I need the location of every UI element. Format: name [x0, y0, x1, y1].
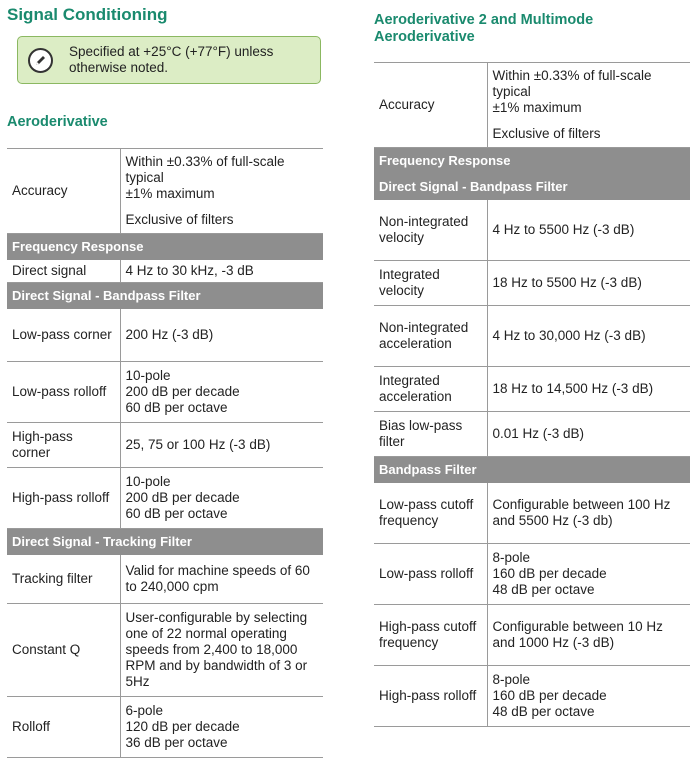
section-header: Direct Signal - Tracking Filter — [7, 529, 323, 556]
table-row — [7, 260, 323, 283]
row-value: 4 Hz to 30,000 Hz (-3 dB) — [487, 306, 690, 367]
row-value: 0.01 Hz (-3 dB) — [487, 412, 690, 457]
table-row — [7, 362, 323, 423]
table-row — [7, 468, 323, 529]
table-row — [7, 555, 323, 604]
row-label: Bias low-pass filter — [374, 412, 487, 457]
table-row — [374, 544, 690, 605]
table-row — [374, 666, 690, 727]
table-row — [7, 423, 323, 468]
row-value: 18 Hz to 14,500 Hz (-3 dB) — [487, 367, 690, 412]
section-heading-aeroderivative: Aeroderivative — [7, 114, 108, 130]
table-row — [374, 412, 690, 457]
table-row — [374, 261, 690, 306]
row-value: 10-pole 200 dB per decade 60 dB per octave — [120, 468, 323, 529]
row-label: Low-pass corner — [7, 309, 120, 362]
row-label: High-pass cutoff frequency — [374, 605, 487, 666]
row-value: 18 Hz to 5500 Hz (-3 dB) — [487, 261, 690, 306]
section-header: Frequency Response — [7, 234, 323, 261]
row-label: Low-pass rolloff — [374, 544, 487, 605]
row-label: Constant Q — [7, 604, 120, 697]
table-row — [7, 697, 323, 758]
page-title: Signal Conditioning — [7, 5, 168, 24]
left-column — [7, 0, 323, 758]
row-value: Configurable between 10 Hz and 1000 Hz (-3 dB) — [487, 605, 690, 666]
table-row — [374, 200, 690, 261]
row-value: User-configurable by selecting one of 22 normal operating speeds from 2,400 to 18,000 RPM and by bandwidth of 3 or 5Hz — [120, 604, 323, 697]
row-label: Accuracy — [7, 149, 120, 234]
row-label: Rolloff — [7, 697, 120, 758]
table-row — [374, 306, 690, 367]
row-value: 8-pole 160 dB per decade 48 dB per octave — [487, 666, 690, 727]
row-label: Low-pass cutoff frequency — [374, 483, 487, 544]
table-row — [374, 63, 690, 148]
table-row — [374, 367, 690, 412]
row-label: Integrated acceleration — [374, 367, 487, 412]
row-value: 6-pole 120 dB per decade 36 dB per octave — [120, 697, 323, 758]
section-header: Direct Signal - Bandpass Filter — [7, 283, 323, 310]
row-value: 25, 75 or 100 Hz (-3 dB) — [120, 423, 323, 468]
row-value: 4 Hz to 5500 Hz (-3 dB) — [487, 200, 690, 261]
section-heading-aeroderivative-2: Aeroderivative 2 and Multimode Aeroderivative — [374, 12, 594, 45]
row-label: Direct signal — [7, 260, 120, 283]
row-label: Non-integrated acceleration — [374, 306, 487, 367]
row-value: Configurable between 100 Hz and 5500 Hz (-3 db) — [487, 483, 690, 544]
row-label: Integrated velocity — [374, 261, 487, 306]
row-label: Tracking filter — [7, 555, 120, 604]
right-column — [374, 0, 690, 727]
section-header: Bandpass Filter — [374, 457, 690, 484]
row-label: High-pass rolloff — [7, 468, 120, 529]
note-text: Specified at +25°C (+77°F) unless otherwise noted. — [69, 44, 274, 75]
row-value: Valid for machine speeds of 60 to 240,000 cpm — [120, 555, 323, 604]
table-row — [7, 149, 323, 234]
table-row — [374, 605, 690, 666]
row-value: 10-pole 200 dB per decade 60 dB per octave — [120, 362, 323, 423]
row-label: Non-integrated velocity — [374, 200, 487, 261]
row-label: High-pass rolloff — [374, 666, 487, 727]
table-row — [7, 604, 323, 697]
table-row — [374, 483, 690, 544]
spec-table-aeroderivative — [7, 148, 323, 758]
pencil-icon — [28, 48, 53, 73]
row-value: 200 Hz (-3 dB) — [120, 309, 323, 362]
row-value: 4 Hz to 30 kHz, -3 dB — [120, 260, 323, 283]
row-label: Accuracy — [374, 63, 487, 148]
row-value: Within ±0.33% of full-scale typical ±1% maximum Exclusive of filters — [487, 63, 690, 148]
row-value: 8-pole 160 dB per decade 48 dB per octave — [487, 544, 690, 605]
note-box — [17, 36, 321, 84]
table-row — [7, 309, 323, 362]
row-label: Low-pass rolloff — [7, 362, 120, 423]
section-header: Frequency Response — [374, 148, 690, 175]
row-value: Within ±0.33% of full-scale typical ±1% maximum Exclusive of filters — [120, 149, 323, 234]
section-header: Direct Signal - Bandpass Filter — [374, 174, 690, 200]
row-label: High-pass corner — [7, 423, 120, 468]
spec-table-aeroderivative-2 — [374, 62, 690, 727]
